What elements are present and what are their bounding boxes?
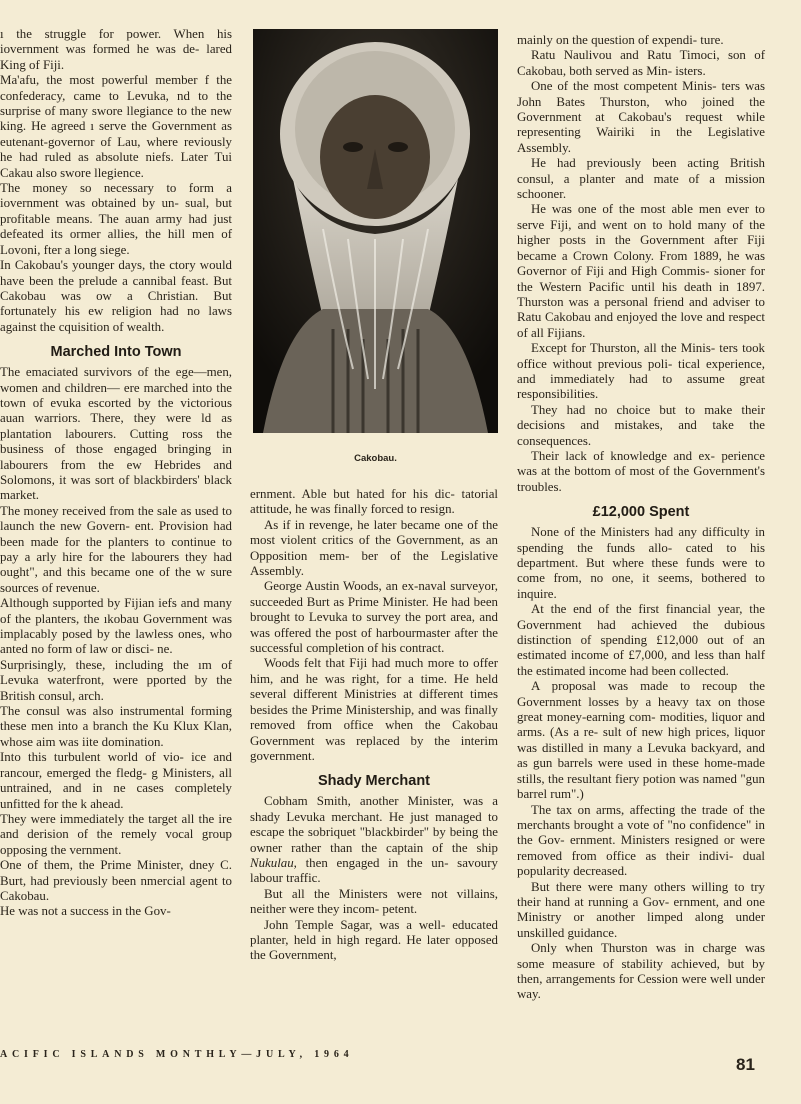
- paragraph: He had previously been acting British consul, a planter and mate of a mission schooner.: [517, 156, 765, 202]
- paragraph: mainly on the question of expendi- ture.: [517, 33, 724, 47]
- page-number: 81: [736, 1055, 755, 1074]
- paragraph: Although supported by Fijian iefs and many of the planters, the ıkobau Government was implacably posed by the lawless ones, who anted no form of law or disci- ne.: [0, 596, 232, 657]
- paragraph: Ma'afu, the most powerful member f the confederacy, came to Levuka, nd to the surprise of many swore llegiance to the new king. He agreed ı serve the Government as eutenant-governor of Lau, where reviously he had ruled as absolute niefs. Later Tui Cakau also swore llegience.: [0, 73, 232, 180]
- paragraph: John Temple Sagar, was a well- educated planter, held in high regard. He later opposed the Government,: [250, 917, 498, 963]
- paragraph: The money so necessary to form a iovernment was obtained by un- sual, but profitable means. The auan army had just defeated its ormer allies, the hill men of Lovoni, fter a long siege.: [0, 181, 232, 257]
- paragraph: Ratu Naulivou and Ratu Timoci, son of Cakobau, both served as Min- isters.: [517, 48, 765, 78]
- paragraph: George Austin Woods, an ex-naval surveyor, succeeded Burt as Prime Minister. He had been brought to Levuka to survey the port area, and was offered the post of harbourmaster after the successful completion of his contract.: [250, 579, 498, 656]
- paragraph: ernment. Able but hated for his dic- tatorial attitude, he was finally forced to resign.: [250, 487, 498, 517]
- paragraph: None of the Ministers had any difficulty in spending the funds allo- cated to his department. But where these funds were to come from, no one, it seems, bothered to inquire.: [517, 525, 765, 601]
- cakobau-portrait-photo: [253, 29, 498, 433]
- paragraph: As if in revenge, he later became one of the most violent critics of the Government, as an Opposition mem- ber of the Legislative Assembly.: [250, 517, 498, 579]
- section-heading-12000-spent: £12,000 Spent: [592, 504, 690, 521]
- article-column-2: [250, 487, 498, 963]
- paragraph: The emaciated survivors of the ege—men, women and children— ere marched into the town of evuka escorted by the victorious auan warriors. There, they were ld as plantation labourers. Cutting ross the business of those engaged bringing in labourers from the ew Hebrides and Solomons, it was sort of blackbirders' black market.: [0, 365, 232, 503]
- paragraph: Surprisingly, these, including the ım of Levuka waterfront, were pported by the British consul, arch.: [0, 657, 232, 703]
- paragraph: ı the struggle for power. When his iovernment was formed he was de- lared King of Fiji.: [0, 27, 232, 72]
- paragraph: Their lack of knowledge and ex- perience was at the bottom of most of the Government's troubles.: [517, 448, 765, 494]
- portrait-illustration: [253, 29, 498, 433]
- section-heading-shady-merchant: Shady Merchant: [318, 773, 430, 790]
- paragraph: The consul was also instrumental forming these men into a branch the Ku Klux Klan, whose aim was iite domination.: [0, 704, 232, 749]
- paragraph: He was not a success in the Gov-: [0, 904, 171, 919]
- paragraph: Into this turbulent world of vio- ice and rancour, emerged the fledg- g Ministers, all untrained, and in ne cases completely unfitted for the k ahead.: [0, 750, 232, 811]
- paragraph: Only when Thurston was in charge was some measure of stability achieved, but by then, arrangements for Cession were well under way.: [517, 941, 765, 1002]
- paragraph: The money received from the sale as used to launch the new Govern- ent. Provision had been made for the planters to continue to pay a arly hire for the labourers they had ought", and this became one of the w sure sources of revenue.: [0, 503, 232, 595]
- article-column-1: [0, 27, 232, 919]
- paragraph: Except for Thurston, all the Minis- ters took office without previous poli- tical experience, and immediately had to assume great responsibilities.: [517, 341, 765, 402]
- paragraph: One of the most competent Minis- ters was John Bates Thurston, who joined the Government at Cakobau's request while representing Wairiki in the Legislative Assembly.: [517, 79, 765, 155]
- paragraph: [250, 794, 498, 886]
- text-run: then engaged in the un- savoury labour traffic.: [250, 855, 498, 886]
- paragraph: One of them, the Prime Minister, dney C. Burt, had previously been nmercial agent to Cakobau.: [0, 858, 232, 903]
- paragraph: They were immediately the target all the ire and derision of the remely vocal group opposing the vernment.: [0, 811, 232, 857]
- paragraph: A proposal was made to recoup the Government losses by a heavy tax on those great money-earning com- modities, liquor and arms. (As a re- sult of new high prices, liquor was distilled in many a Levuka backyard, and as gun barrels were used in these home-made stills, the resultant fiery potion was named "gun barrel rum".): [517, 679, 765, 802]
- photo-caption: Cakobau.: [354, 453, 397, 464]
- running-footer-title: ACIFIC ISLANDS MONTHLY—JULY, 1964: [0, 1049, 354, 1060]
- paragraph: But all the Ministers were not villains, neither were they incom- petent.: [250, 886, 498, 917]
- paragraph: At the end of the first financial year, the Government had achieved the dubious distinction of spending £12,000 out of an estimated income of £7,000, and less than half the estimated income had been collected.: [517, 602, 765, 678]
- ship-name: Nukulau,: [250, 855, 297, 870]
- text-run: Cobham Smith, another Minister, was a shady Levuka merchant. He just managed to escape the sobriquet "blackbirder" by being the owner rather than the captain of the ship: [250, 794, 498, 855]
- paragraph: Woods felt that Fiji had much more to offer him, and he was right, for a time. He held several different Ministries at different times besides the Prime Ministership, and was finally removed from office when the Cakobau Government was replaced by the interim government.: [250, 656, 498, 763]
- paragraph: But there were many others willing to try their hand at running a Gov- ernment, and one Ministry or another limped along under unskilled guidance.: [517, 879, 765, 940]
- paragraph: He was one of the most able men ever to serve Fiji, and went on to hold many of the higher posts in the Government after Fiji became a Crown Colony. From 1889, he was Governor of Fiji and High Commis- sioner for the Western Pacific until his death in 1897. Thurston was a personal friend and adviser to Ratu Cakobau and enjoyed the love and respect of all Fijians.: [517, 202, 765, 340]
- section-heading-marched-into-town: Marched Into Town: [50, 344, 182, 361]
- article-column-3: [517, 33, 765, 1002]
- paragraph: The tax on arms, affecting the trade of the merchants brought a vote of "no confidence" in the Gov- ernment. Ministers resigned or were removed from office as their indivi- dual popularity decreased.: [517, 802, 765, 879]
- paragraph: They had no choice but to make their decisions and mistakes, and take the consequences.: [517, 402, 765, 448]
- paragraph: In Cakobau's younger days, the ctory would have been the prelude a cannibal feast. But Cakobau was ow a Christian. But fortunately his ew religion had no laws against the cquisition of wealth.: [0, 258, 232, 334]
